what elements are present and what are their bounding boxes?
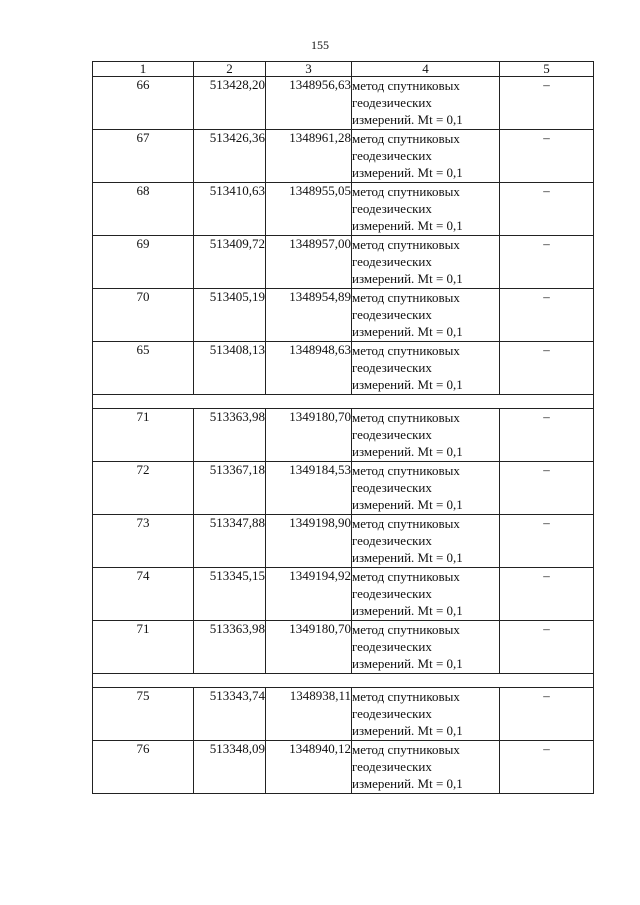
y-coordinate-cell: 1348961,28 <box>266 130 352 183</box>
y-coordinate-cell: 1348940,12 <box>266 741 352 794</box>
y-coordinate-cell: 1349180,70 <box>266 621 352 674</box>
note-cell: – <box>500 688 594 741</box>
point-number-cell: 71 <box>93 621 194 674</box>
method-cell <box>352 289 500 342</box>
method-text-line: измерений. Mt = 0,1 <box>352 324 463 339</box>
x-coordinate-cell: 513405,19 <box>194 289 266 342</box>
column-header-4: 4 <box>352 62 500 77</box>
x-coordinate-cell: 513409,72 <box>194 236 266 289</box>
method-text-line: метод спутниковых <box>352 410 460 425</box>
page-number: 155 <box>311 38 329 52</box>
method-text-line: геодезических <box>352 95 432 110</box>
method-text-line: метод спутниковых <box>352 237 460 252</box>
method-text-line: геодезических <box>352 706 432 721</box>
table-row <box>93 342 594 395</box>
table-row <box>93 621 594 674</box>
x-coordinate-cell: 513367,18 <box>194 462 266 515</box>
note-cell: – <box>500 741 594 794</box>
method-text-line: метод спутниковых <box>352 689 460 704</box>
method-text-line: измерений. Mt = 0,1 <box>352 550 463 565</box>
note-cell: – <box>500 342 594 395</box>
point-number-cell: 72 <box>93 462 194 515</box>
method-cell <box>352 183 500 236</box>
x-coordinate-cell: 513343,74 <box>194 688 266 741</box>
method-text-line: геодезических <box>352 254 432 269</box>
method-cell <box>352 568 500 621</box>
y-coordinate-cell: 1348938,11 <box>266 688 352 741</box>
point-number-cell: 67 <box>93 130 194 183</box>
x-coordinate-cell: 513347,88 <box>194 515 266 568</box>
table-row <box>93 741 594 794</box>
y-coordinate-cell: 1348957,00 <box>266 236 352 289</box>
x-coordinate-cell: 513348,09 <box>194 741 266 794</box>
method-text-line: геодезических <box>352 759 432 774</box>
note-cell: – <box>500 515 594 568</box>
header-row <box>93 62 594 77</box>
note-cell: – <box>500 77 594 130</box>
group-separator-row <box>93 395 594 409</box>
method-text-line: геодезических <box>352 360 432 375</box>
table-row <box>93 568 594 621</box>
method-text-line: измерений. Mt = 0,1 <box>352 723 463 738</box>
point-number-cell: 66 <box>93 77 194 130</box>
table-body <box>93 77 594 794</box>
x-coordinate-cell: 513410,63 <box>194 183 266 236</box>
method-text-line: измерений. Mt = 0,1 <box>352 603 463 618</box>
point-number-cell: 65 <box>93 342 194 395</box>
method-cell <box>352 77 500 130</box>
column-header-1: 1 <box>93 62 194 77</box>
method-text-line: геодезических <box>352 586 432 601</box>
y-coordinate-cell: 1348956,63 <box>266 77 352 130</box>
note-cell: – <box>500 183 594 236</box>
method-cell <box>352 409 500 462</box>
y-coordinate-cell: 1348955,05 <box>266 183 352 236</box>
method-cell <box>352 462 500 515</box>
y-coordinate-cell: 1349180,70 <box>266 409 352 462</box>
x-coordinate-cell: 513428,20 <box>194 77 266 130</box>
method-text-line: геодезических <box>352 427 432 442</box>
point-number-cell: 70 <box>93 289 194 342</box>
method-text-line: геодезических <box>352 639 432 654</box>
coordinates-table <box>92 61 594 794</box>
table-row <box>93 236 594 289</box>
method-text-line: измерений. Mt = 0,1 <box>352 776 463 791</box>
method-cell <box>352 130 500 183</box>
point-number-cell: 69 <box>93 236 194 289</box>
method-cell <box>352 688 500 741</box>
note-cell: – <box>500 289 594 342</box>
group-separator-cell <box>93 395 594 409</box>
method-text-line: метод спутниковых <box>352 78 460 93</box>
x-coordinate-cell: 513426,36 <box>194 130 266 183</box>
method-text-line: измерений. Mt = 0,1 <box>352 218 463 233</box>
method-text-line: геодезических <box>352 201 432 216</box>
y-coordinate-cell: 1348948,63 <box>266 342 352 395</box>
column-header-3: 3 <box>266 62 352 77</box>
note-cell: – <box>500 236 594 289</box>
method-text-line: измерений. Mt = 0,1 <box>352 377 463 392</box>
method-text-line: метод спутниковых <box>352 569 460 584</box>
method-text-line: геодезических <box>352 148 432 163</box>
x-coordinate-cell: 513363,98 <box>194 409 266 462</box>
method-cell <box>352 621 500 674</box>
method-text-line: метод спутниковых <box>352 622 460 637</box>
point-number-cell: 75 <box>93 688 194 741</box>
method-text-line: измерений. Mt = 0,1 <box>352 271 463 286</box>
note-cell: – <box>500 568 594 621</box>
x-coordinate-cell: 513408,13 <box>194 342 266 395</box>
table-row <box>93 77 594 130</box>
point-number-cell: 68 <box>93 183 194 236</box>
method-text-line: измерений. Mt = 0,1 <box>352 444 463 459</box>
method-text-line: геодезических <box>352 307 432 322</box>
note-cell: – <box>500 409 594 462</box>
method-cell <box>352 342 500 395</box>
point-number-cell: 76 <box>93 741 194 794</box>
table-row <box>93 183 594 236</box>
method-text-line: измерений. Mt = 0,1 <box>352 497 463 512</box>
method-text-line: метод спутниковых <box>352 516 460 531</box>
x-coordinate-cell: 513345,15 <box>194 568 266 621</box>
method-cell <box>352 741 500 794</box>
method-text-line: измерений. Mt = 0,1 <box>352 656 463 671</box>
group-separator-row <box>93 674 594 688</box>
method-text-line: измерений. Mt = 0,1 <box>352 112 463 127</box>
y-coordinate-cell: 1349198,90 <box>266 515 352 568</box>
table-row <box>93 130 594 183</box>
y-coordinate-cell: 1348954,89 <box>266 289 352 342</box>
note-cell: – <box>500 462 594 515</box>
method-text-line: метод спутниковых <box>352 343 460 358</box>
y-coordinate-cell: 1349194,92 <box>266 568 352 621</box>
method-text-line: геодезических <box>352 480 432 495</box>
table-row <box>93 409 594 462</box>
note-cell: – <box>500 130 594 183</box>
table-row <box>93 289 594 342</box>
table-row <box>93 688 594 741</box>
note-cell: – <box>500 621 594 674</box>
column-header-5: 5 <box>500 62 594 77</box>
point-number-cell: 74 <box>93 568 194 621</box>
method-text-line: измерений. Mt = 0,1 <box>352 165 463 180</box>
column-header-2: 2 <box>194 62 266 77</box>
method-text-line: метод спутниковых <box>352 131 460 146</box>
method-text-line: геодезических <box>352 533 432 548</box>
x-coordinate-cell: 513363,98 <box>194 621 266 674</box>
table-row <box>93 515 594 568</box>
method-text-line: метод спутниковых <box>352 463 460 478</box>
method-text-line: метод спутниковых <box>352 742 460 757</box>
point-number-cell: 73 <box>93 515 194 568</box>
group-separator-cell <box>93 674 594 688</box>
method-cell <box>352 236 500 289</box>
table-row <box>93 462 594 515</box>
method-text-line: метод спутниковых <box>352 290 460 305</box>
method-text-line: метод спутниковых <box>352 184 460 199</box>
point-number-cell: 71 <box>93 409 194 462</box>
method-cell <box>352 515 500 568</box>
y-coordinate-cell: 1349184,53 <box>266 462 352 515</box>
